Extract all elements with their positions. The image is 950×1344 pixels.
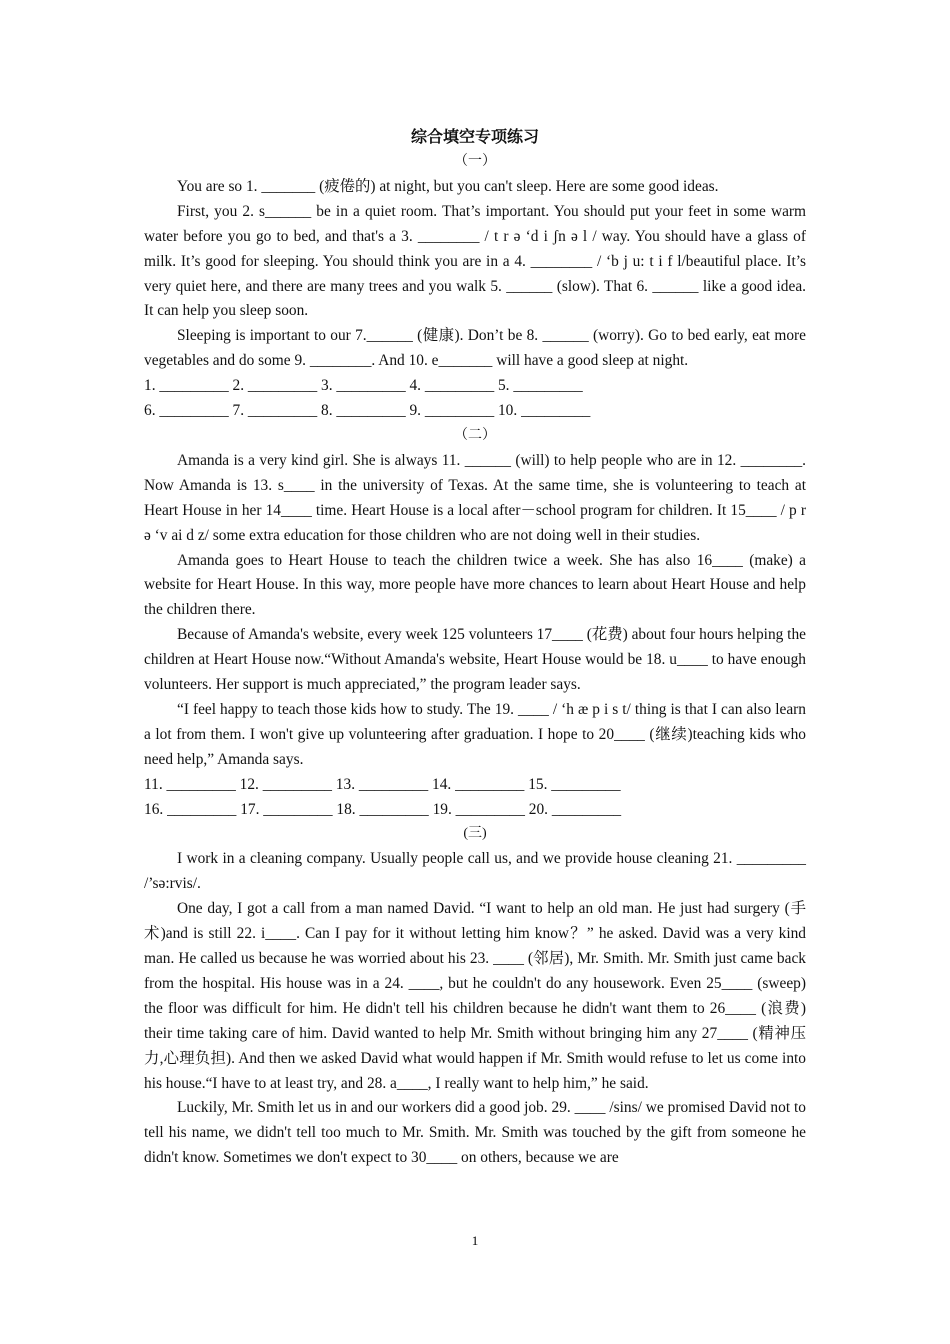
paragraph: I work in a cleaning company. Usually people call us, and we provide house cleaning 21. _________ /’sə:rvis/. — [144, 850, 806, 893]
answer-line: 16. _________ 17. _________ 18. _________ 19. _________ 20. _________ — [144, 800, 622, 818]
paragraph: One day, I got a call from a man named David. “I want to help an old man. He just had surgery (手术)and is still 22. i____. Can I pay for it without letting him know？” he asked. David was a very kind man. He called us because he was worried about his 23. ____ (邻居), Mr. Smith. Mr. Smith just came back from the hospital. His house was in a 24. ____, but he couldn't do any housework. Even 25____ (sweep) the floor was difficult for him. He didn't tell his children because he didn't want them to 26____ (浪费) their time taking care of him. David wanted to help Mr. Smith without bringing him any 27____ (精神压力,心理负担). And then we asked David what would happen if Mr. Smith would refuse to let us come into his house.“I have to at least try, and 28. a____, I really want to help him,” he said. — [144, 900, 806, 1092]
answer-line: 11. _________ 12. _________ 13. _________ 14. _________ 15. _________ — [144, 775, 621, 793]
paragraph: Sleeping is important to our 7.______ (健康). Don’t be 8. ______ (worry). Go to bed early, eat more vegetables and do some 9. ________. And 10. e_______ will have a good sleep at night. — [144, 327, 806, 370]
section-heading: (三) — [463, 826, 487, 842]
section-heading: （一） — [454, 154, 496, 169]
answer-line: 6. _________ 7. _________ 8. _________ 9. _________ 10. _________ — [144, 402, 591, 420]
document-body — [144, 124, 806, 1171]
paragraph: Luckily, Mr. Smith let us in and our workers did a good job. 29. ____ /sins/ we promised David not to tell his name, we didn't tell too much to Mr. Smith. Mr. Smith was touched by the gift from someone he didn't know. Sometimes we don't expect to 30____ on others, because we are — [144, 1099, 806, 1167]
document-title: 综合填空专项练习 — [410, 127, 539, 146]
paragraph: You are so 1. _______ (疲倦的) at night, but you can't sleep. Here are some good ideas. — [177, 177, 719, 195]
paragraph: “I feel happy to teach those kids how to study. The 19. ____ / ‘h æ p i s t/ thing is that I can also learn a lot from them. I won't give up volunteering after graduation. I hope to 20____ (继续)teaching kids who need help,” Amanda says. — [144, 700, 806, 768]
answer-line: 1. _________ 2. _________ 3. _________ 4. _________ 5. _________ — [144, 377, 583, 395]
page-number: 1 — [471, 1233, 479, 1248]
paragraph: Because of Amanda's website, every week 125 volunteers 17____ (花费) about four hours helping the children at Heart House now.“Without Amanda's website, Heart House would be 18. u____ to have enough volunteers. Her support is much appreciated,” the program leader says. — [144, 626, 806, 694]
paragraph: Amanda is a very kind girl. She is always 11. ______ (will) to help people who are in 12. ________. Now Amanda is 13. s____ in the university of Texas. At the same time, she is volunteering to teach at Heart House in her 14____ time. Heart House is a local after－school program for children. It 15____ / p r ə ‘v ai d z/ some extra education for those children who are not doing well in their studies. — [144, 451, 806, 544]
paragraph: First, you 2. s______ be in a quiet room. That’s important. You should put your feet in some warm water before you go to bed, and that's a 3. ________ / t r ə ‘d i ʃn ə l / way. You should have a glass of milk. It’s good for sleeping. You should think you are in a 4. ________ / ‘b j u: t i f l/beautiful place. It’s very quiet here, and there are many trees and you walk 5. ______ (slow). That 6. ______ like a good idea. It can help you sleep soon. — [144, 202, 806, 320]
section-heading: （二） — [454, 427, 496, 443]
paragraph: Amanda goes to Heart House to teach the children twice a week. She has also 16____ (make) a website for Heart House. In this way, more people have more chances to learn about Heart House and help the children there. — [144, 551, 806, 619]
